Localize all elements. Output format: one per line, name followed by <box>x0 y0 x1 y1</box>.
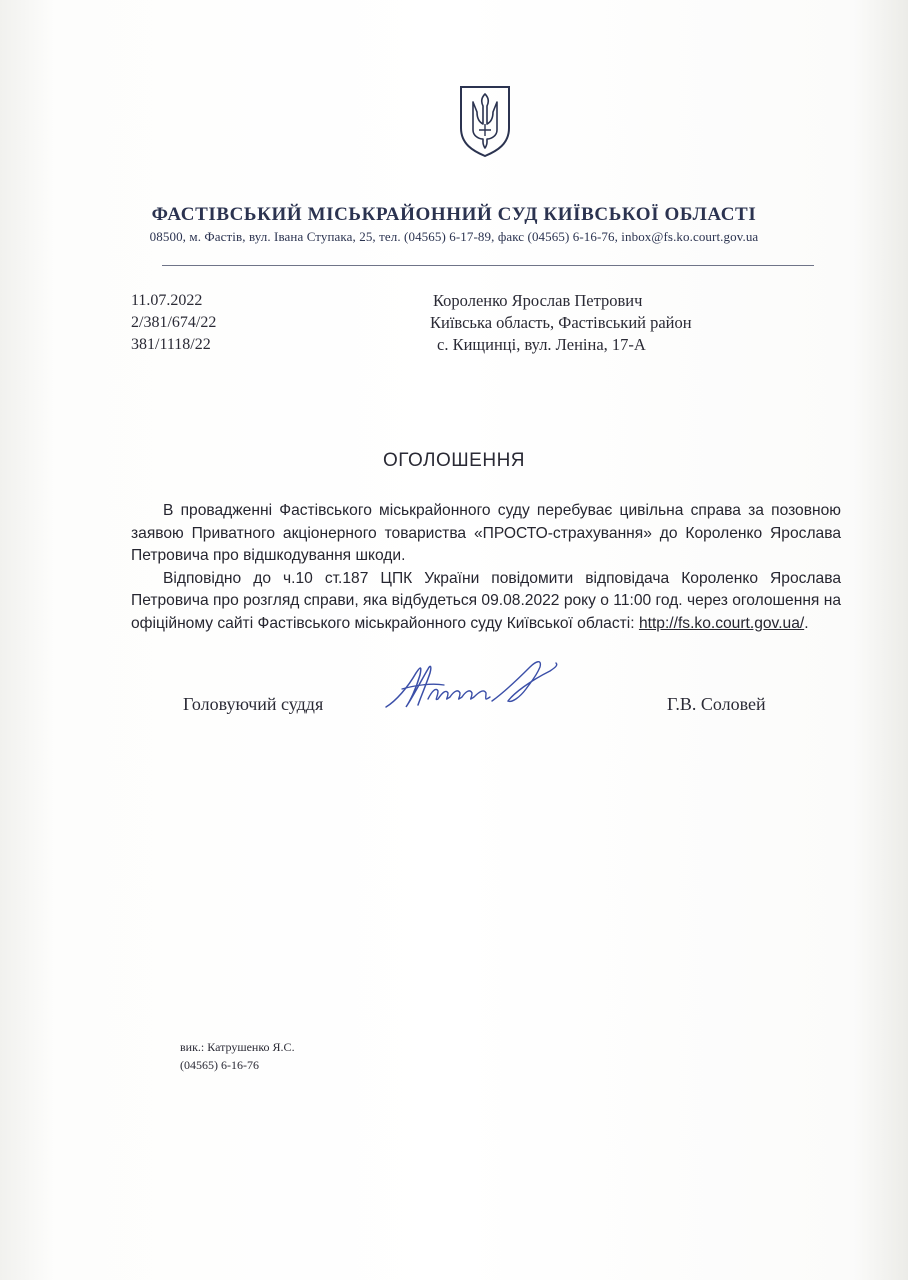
executor-name: вик.: Катрушенко Я.С. <box>180 1040 295 1054</box>
addressee-region: Київська область, Фастівський район <box>430 313 692 332</box>
paragraph-case: В провадженні Фастівського міськрайонного суду перебуває цивільна справа за позовною заявою Приватного акціонерного товариства «ПРОСТО-страхування» до Короленко Ярослава Петровича про відшкодування шкоди. <box>131 502 841 564</box>
case-number: 2/381/674/22 <box>131 314 217 331</box>
hearing-text: Відповідно до ч.10 ст.187 ЦПК України повідомити відповідача Короленко Ярослава Петровича про розгляд справи, яка відбудеться 09.08.2022 року о 11:00 год. через оголошення на офіційному сайті Фастівського міськрайонного суду Київської області: <box>131 569 841 632</box>
proceeding-number: 381/1118/22 <box>131 336 211 353</box>
judge-role: Головуючий суддя <box>183 694 324 714</box>
judge-name: Г.В. Соловей <box>667 694 766 714</box>
header-divider <box>162 265 814 266</box>
executor-block <box>180 1038 295 1074</box>
court-website-link[interactable]: http://fs.ko.court.gov.ua/ <box>638 614 805 632</box>
handwritten-signature <box>380 655 565 717</box>
document-title: ОГОЛОШЕННЯ <box>382 450 526 471</box>
document-date: 11.07.2022 <box>131 292 203 309</box>
addressee-street: с. Кищинці, вул. Леніна, 17-А <box>437 335 646 354</box>
coat-of-arms-icon <box>457 84 513 158</box>
executor-phone: (04565) 6-16-76 <box>180 1058 259 1072</box>
paragraph-hearing <box>131 568 841 636</box>
court-name: ФАСТІВСЬКИЙ МІСЬКРАЙОННИЙ СУД КИЇВСЬКОЇ ОБЛАСТІ <box>151 204 757 225</box>
court-contacts: 08500, м. Фастів, вул. Івана Ступака, 25, тел. (04565) 6-17-89, факс (04565) 6-16-76, inbox@fs.ko.court.gov.ua <box>149 229 759 244</box>
announcement-body <box>131 500 841 635</box>
hearing-text-end: . <box>804 614 809 632</box>
document-meta <box>131 290 216 356</box>
addressee-name: Короленко Ярослав Петрович <box>433 291 643 310</box>
